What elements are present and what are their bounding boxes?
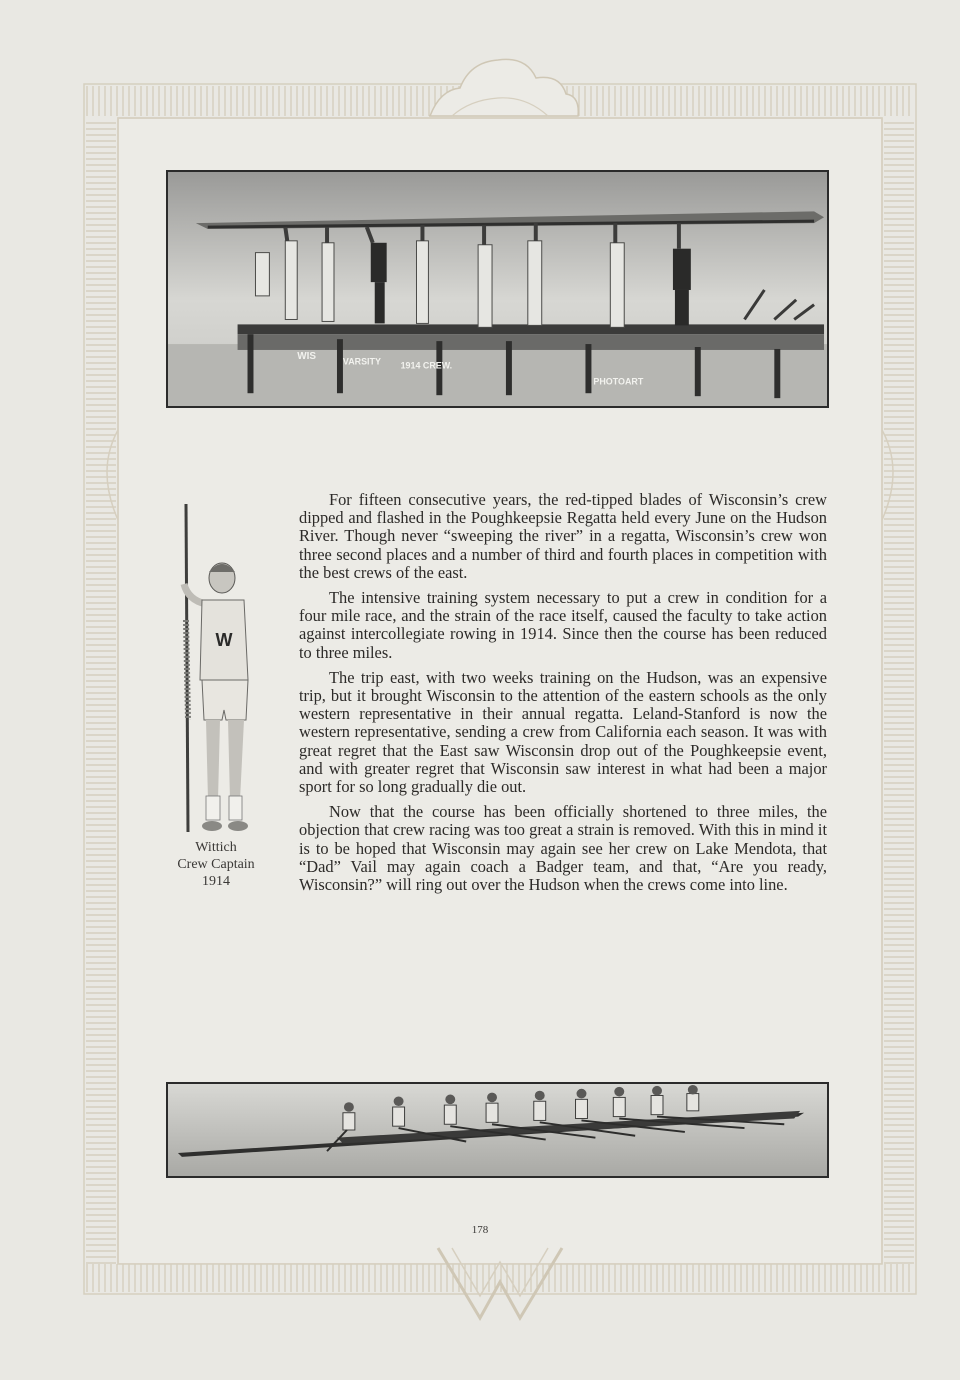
page-number: 178	[471, 1224, 489, 1236]
inscription-crew: 1914 CREW.	[400, 360, 453, 371]
caption-title: Crew Captain	[177, 857, 255, 872]
portrait-spacer	[166, 491, 299, 899]
svg-text:W: W	[215, 630, 233, 650]
caption-name: Wittich	[195, 840, 237, 855]
crew-rowing-image	[168, 1084, 827, 1176]
inscription-varsity: VARSITY	[342, 356, 381, 367]
paragraph-1: For fifteen consecutive years, the red-tipped blades of Wisconsin’s crew dipped and flashed in the Poughkeepsie Regatta held every June on the Hudson River. Though never “sweeping the river” in a regatta, Wisconsin’s crew won three second places and a number of third and fourth places in competition with the best crews of the east.	[299, 490, 827, 582]
paragraph-3: The trip east, with two weeks training on the Hudson, was an expensive trip, but it brought Wisconsin to the attention of the eastern schools as the only western representative in their annual regatta. Leland-Stanford is now the western representative, sending a crew from California each season. It was with great regret that the East saw Wisconsin drop out of the Poughkeepsie event, and with greater regret that Wisconsin saw interest in what had been a major sport for so long gradually die out.	[299, 667, 827, 797]
varsity-crew-photo	[166, 170, 829, 408]
inscription-wis: WIS	[297, 350, 316, 362]
article-body	[166, 491, 827, 901]
inscription-photoart: PHOTOART	[593, 376, 644, 387]
paragraph-4: Now that the course has been officially shortened to three miles, the objection that crew racing was too great a strain is removed. With this in mind it is to be hoped that Wisconsin may again see her crew on Lake Mendota, that “Dad” Vail may again coach a Badger team, and that, “Are you ready, Wisconsin?” will ring out over the Hudson when the crews come into line.	[299, 802, 827, 895]
varsity-crew-image	[168, 172, 827, 406]
paragraph-2: The intensive training system necessary to put a crew in condition for a four mile race, and the strain of the race itself, caused the faculty to take action against intercollegiate rowing in 1914. Since then the course has been reduced to three miles.	[299, 588, 827, 662]
caption-year: 1914	[202, 874, 230, 889]
crew-rowing-photo	[166, 1082, 829, 1178]
